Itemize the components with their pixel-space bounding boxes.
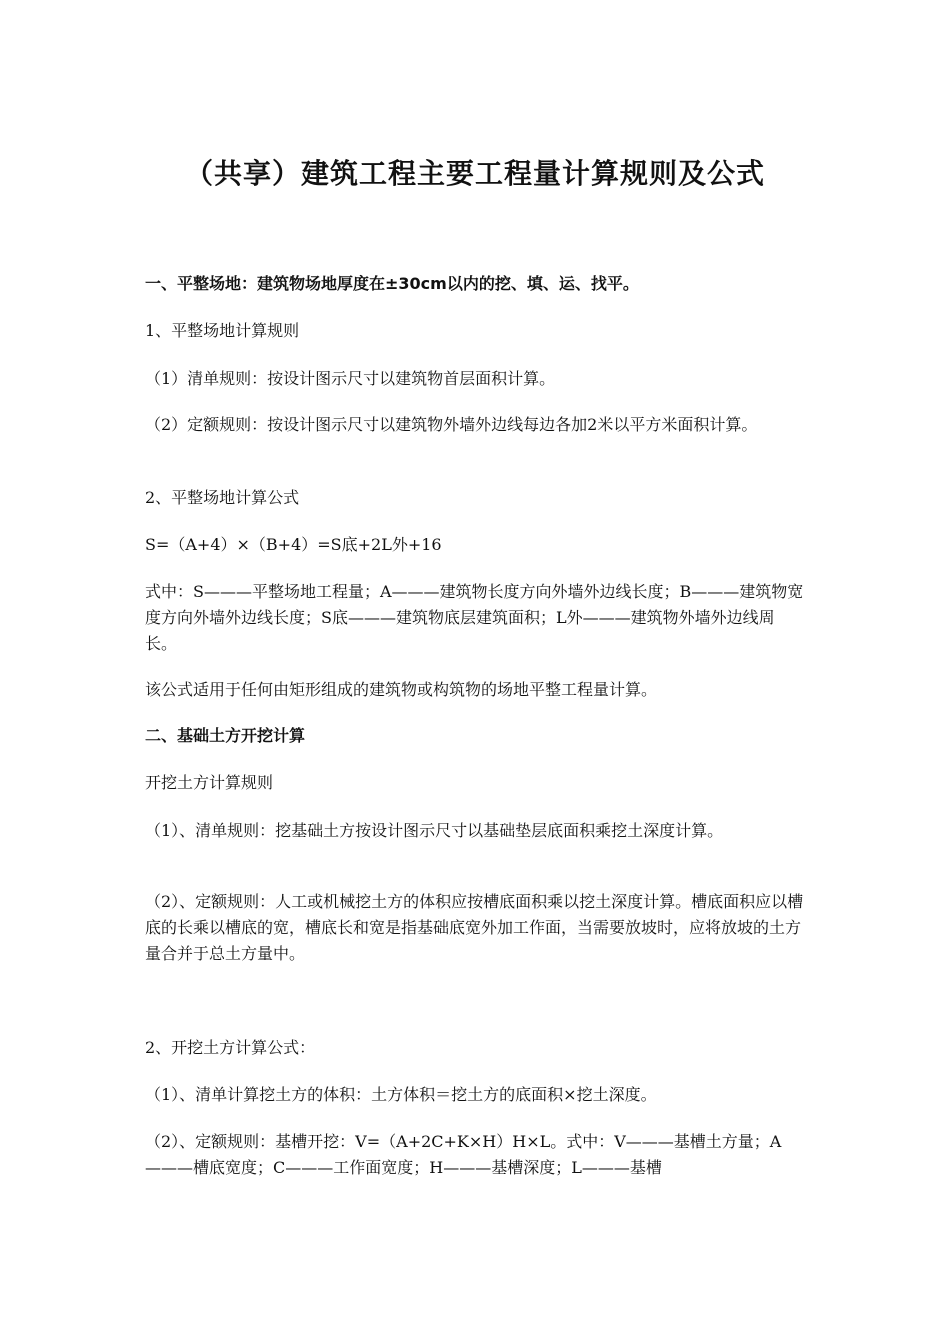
section-heading-2: 二、基础土方开挖计算 [145, 726, 306, 745]
paragraph: 式中：S———平整场地工程量；A———建筑物长度方向外墙外边线长度；B———建筑物宽度方向外墙外边线长度；S底———建筑物底层建筑面积；L外———建筑物外墙外边线周长。 [145, 582, 804, 653]
paragraph: （2）定额规则：按设计图示尺寸以建筑物外墙外边线每边各加2米以平方米面积计算。 [145, 415, 758, 434]
paragraph: （1）清单规则：按设计图示尺寸以建筑物首层面积计算。 [145, 369, 556, 388]
section-heading-1: 一、平整场地：建筑物场地厚度在±30cm以内的挖、填、运、找平。 [145, 274, 639, 293]
paragraph: （2）、定额规则：人工或机械挖土方的体积应按槽底面积乘以挖土深度计算。槽底面积应以槽底的长乘以槽底的宽，槽底长和宽是指基础底宽外加工作面，当需要放坡时，应将放坡的土方量合并于总土方量中。 [145, 892, 804, 963]
paragraph: （1）、清单计算挖土方的体积：土方体积＝挖土方的底面积×挖土深度。 [145, 1085, 657, 1104]
subheading: 开挖土方计算规则 [145, 773, 274, 792]
document-title: （共享）建筑工程主要工程量计算规则及公式 [184, 157, 765, 190]
subheading: 2、开挖土方计算公式： [145, 1038, 316, 1057]
paragraph: （2）、定额规则：基槽开挖：V=（A+2C+K×H）H×L。式中：V———基槽土方量；A———槽底宽度；C———工作面宽度；H———基槽深度；L———基槽 [145, 1132, 782, 1177]
formula: S=（A+4）×（B+4）=S底+2L外+16 [145, 535, 442, 554]
subheading: 1、平整场地计算规则 [145, 321, 300, 340]
paragraph: 该公式适用于任何由矩形组成的建筑物或构筑物的场地平整工程量计算。 [145, 680, 658, 699]
paragraph: （1）、清单规则：挖基础土方按设计图示尺寸以基础垫层底面积乘挖土深度计算。 [145, 821, 724, 840]
subheading: 2、平整场地计算公式 [145, 488, 300, 507]
